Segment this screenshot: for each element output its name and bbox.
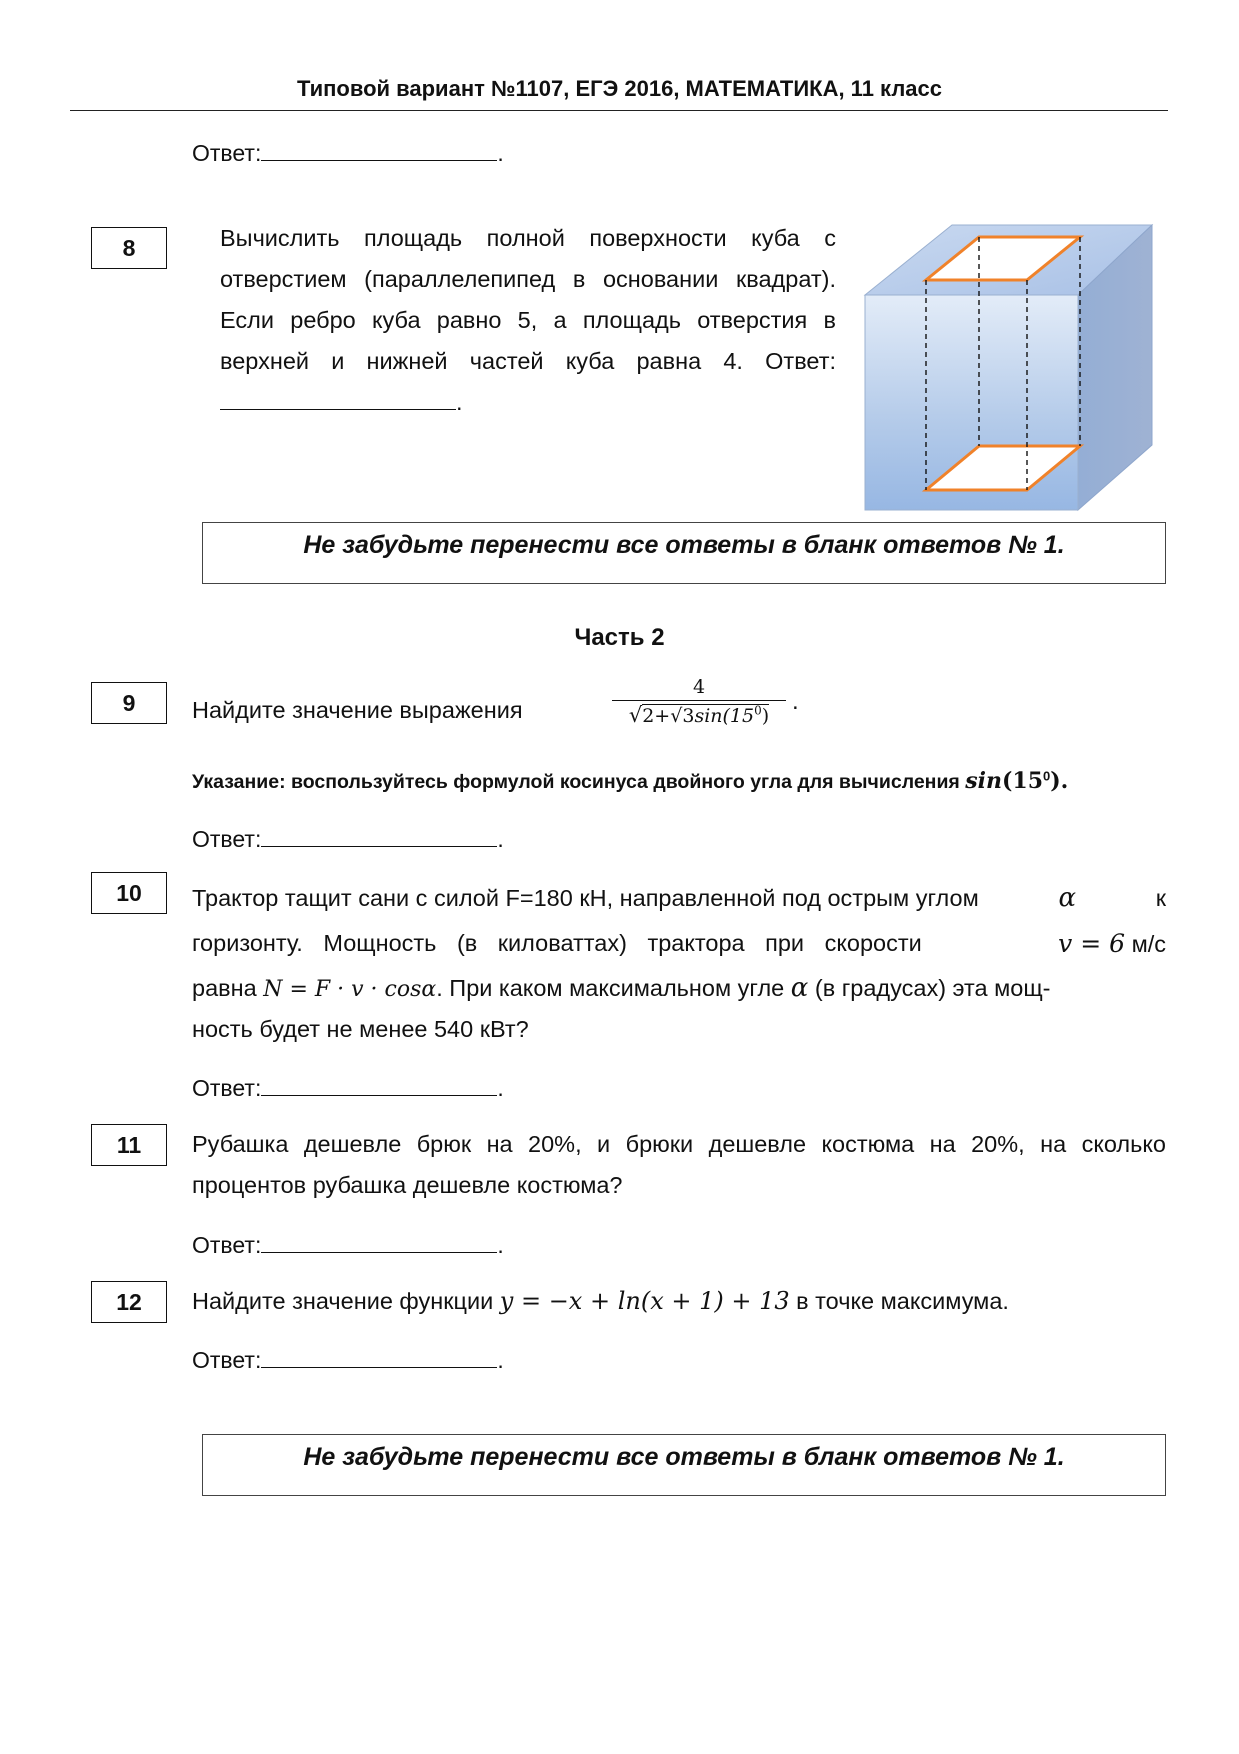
task-10-line-2 bbox=[192, 923, 1166, 968]
answer-blank[interactable] bbox=[261, 1345, 497, 1368]
answer-label: Ответ: bbox=[192, 1075, 262, 1101]
text-run: (в градусах) эта мощ- bbox=[814, 975, 1051, 1001]
page-header: Типовой вариант №1107, ЕГЭ 2016, МАТЕМАТИКА, 11 класс bbox=[296, 76, 943, 101]
header-divider bbox=[70, 110, 1168, 111]
answer-line-task10 bbox=[192, 1073, 504, 1102]
fraction-denominator bbox=[604, 701, 794, 727]
reminder-box-1: Не забудьте перенести все ответы в бланк ответов № 1. bbox=[202, 522, 1166, 584]
answer-end: . bbox=[497, 1347, 504, 1373]
task-10-line-1 bbox=[192, 878, 1166, 923]
hint-math: sin bbox=[965, 768, 1002, 794]
task-8-body: Вычислить площадь полной поверхности куба с отверстием (параллелепипед в основании квадрат). Если ребро куба равно 5, а площадь отверстия в верхней и нижней частей куба равна 4. Ответ: bbox=[220, 225, 836, 374]
hint-text: Указание: воспользуйтесь формулой косинуса двойного угла для вычисления bbox=[192, 771, 960, 793]
text-run: в точке максимума. bbox=[796, 1288, 1009, 1314]
answer-blank[interactable] bbox=[261, 1073, 497, 1096]
answer-label: Ответ: bbox=[192, 140, 262, 166]
reminder-box-2: Не забудьте перенести все ответы в бланк ответов № 1. bbox=[202, 1434, 1166, 1496]
answer-label: Ответ: bbox=[192, 1347, 262, 1373]
hint-math-close: ). bbox=[1050, 768, 1069, 794]
part-2-heading: Часть 2 bbox=[574, 624, 665, 651]
function-formula: y = −x + ln(x + 1) + 13 bbox=[499, 1287, 790, 1315]
power-formula: N = F · v · cosα bbox=[263, 977, 437, 1002]
radicand-part: sin(15 bbox=[694, 705, 755, 727]
text-run: горизонту. Мощность (в киловаттах) трактора при скорости bbox=[192, 930, 922, 956]
text-run: . При каком максимальном угле bbox=[436, 975, 785, 1001]
answer-label: Ответ: bbox=[192, 1232, 262, 1258]
alpha-symbol: α bbox=[790, 973, 809, 1003]
answer-end: . bbox=[456, 389, 463, 415]
answer-end: . bbox=[497, 1075, 504, 1101]
answer-line-task7 bbox=[192, 138, 504, 167]
radicand-part: 3 bbox=[682, 705, 695, 727]
alpha-symbol: α bbox=[1058, 883, 1076, 913]
answer-end: . bbox=[497, 1232, 504, 1258]
text-run: м/с bbox=[1131, 931, 1166, 957]
task-10-line-3 bbox=[192, 968, 1166, 1009]
radicand-part: 2+ bbox=[642, 705, 671, 727]
task-9-hint bbox=[192, 768, 1068, 794]
task-9-text: Найдите значение выражения bbox=[192, 697, 523, 723]
task-11-text: Рубашка дешевле брюк на 20%, и брюки дешевле костюма на 20%, на сколько процентов рубашка дешевле костюма? bbox=[192, 1131, 1166, 1198]
cube-with-hole-illustration bbox=[860, 220, 1160, 515]
answer-label: Ответ: bbox=[192, 826, 262, 852]
text-run: Найдите значение функции bbox=[192, 1288, 494, 1314]
task-10-text bbox=[192, 878, 1166, 1050]
answer-blank[interactable] bbox=[220, 387, 456, 410]
task-8-text bbox=[220, 218, 836, 423]
hint-math-exp: 0 bbox=[1043, 768, 1051, 784]
task-12-text bbox=[192, 1281, 1166, 1322]
task-number-12: 12 bbox=[91, 1281, 167, 1323]
answer-end: . bbox=[497, 140, 504, 166]
answer-line-task9 bbox=[192, 824, 504, 853]
task-10-line-4: ность будет не менее 540 кВт? bbox=[192, 1016, 529, 1042]
inner-sqrt-sign: √ bbox=[670, 705, 683, 727]
sqrt-radicand bbox=[642, 704, 769, 727]
answer-blank[interactable] bbox=[261, 138, 497, 161]
text-run: Трактор тащит сани с силой F=180 кН, направленной под острым углом bbox=[192, 885, 979, 911]
velocity-formula: v = 6 bbox=[1058, 929, 1126, 958]
answer-blank[interactable] bbox=[261, 824, 497, 847]
text-run: к bbox=[1155, 885, 1166, 911]
task-number-8: 8 bbox=[91, 227, 167, 269]
text-run: равна bbox=[192, 975, 257, 1001]
task-number-9: 9 bbox=[91, 682, 167, 724]
task-9-fraction bbox=[604, 676, 794, 727]
answer-blank[interactable] bbox=[261, 1230, 497, 1253]
answer-line-task11 bbox=[192, 1230, 504, 1259]
sqrt-sign: √ bbox=[628, 703, 643, 727]
task-9-end: . bbox=[792, 688, 799, 715]
answer-end: . bbox=[497, 826, 504, 852]
fraction-numerator: 4 bbox=[692, 676, 706, 698]
hint-math-arg: (15 bbox=[1001, 768, 1044, 794]
radicand-part: ) bbox=[761, 705, 770, 727]
radicand-exponent: 0 bbox=[754, 703, 762, 718]
task-number-11: 11 bbox=[91, 1124, 167, 1166]
task-number-10: 10 bbox=[91, 872, 167, 914]
answer-line-task12 bbox=[192, 1345, 504, 1374]
